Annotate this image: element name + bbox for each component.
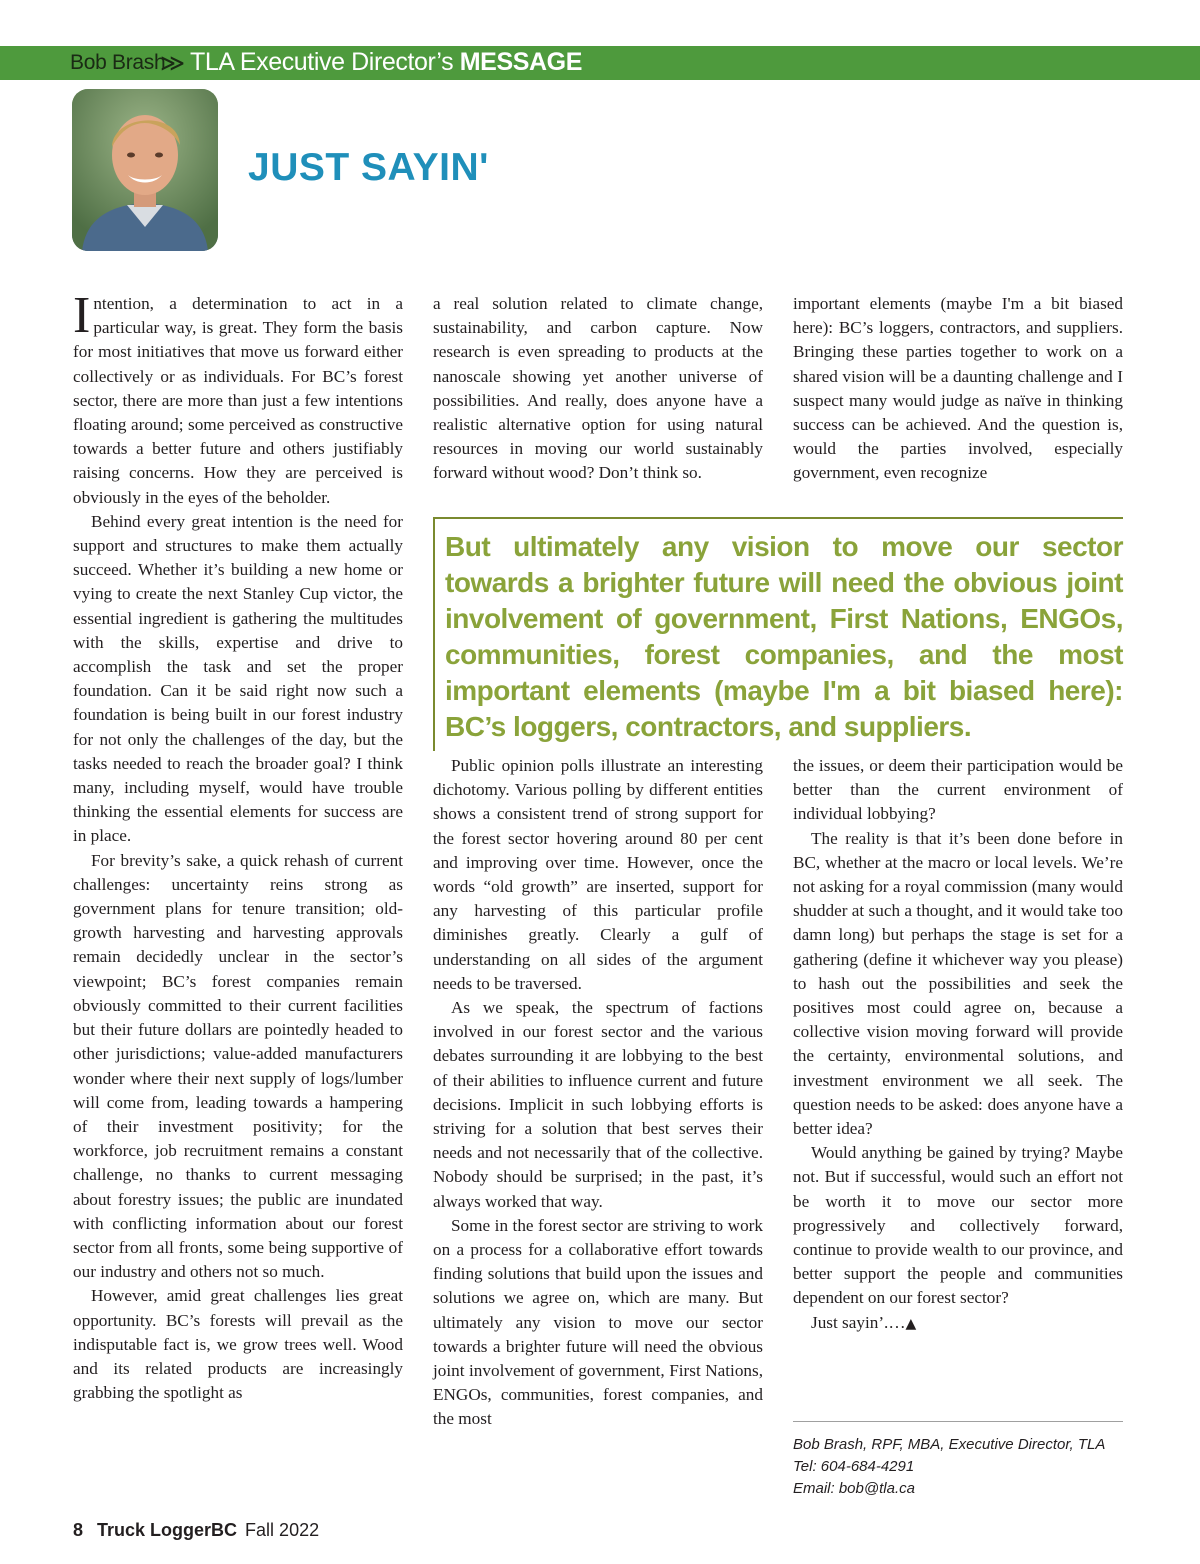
paragraph: a real solution related to climate change, sustainability, and carbon capture. Now research is even spreading to products at the nanoscale showing yet another universe of possibilities. And really, does anyone have a realistic alternative option for using natural resources in moving our world sustainably forward without wood? Don’t think so.	[433, 294, 763, 483]
signature-email: Email: bob@tla.ca	[793, 1480, 915, 1497]
pull-quote	[433, 517, 1123, 751]
section-header-bar	[0, 46, 1200, 80]
issue-label: Fall 2022	[245, 1520, 320, 1540]
paragraph: However, amid great challenges lies great opportunity. BC’s forests will prevail as the indisputable fact is, we grow trees well. Wood and its related products are increasingly grabbing the spotlight as	[73, 1286, 403, 1403]
author-signature	[793, 1421, 1123, 1500]
signature-phone: Tel: 604-684-4291	[793, 1458, 915, 1475]
paragraph: Behind every great intention is the need for support and structures to make them actually succeed. Whether it’s building a new home or vying to create the next Stanley Cup victor, the essential ingredient is gathering the multitudes with the skills, expertise and drive to accomplish the task and set the proper foundation. Can it be said right now such a foundation is being built in our forest industry for not only the challenges of the day, but the tasks needed to reach the broader goal? I think many, including myself, would have trouble thinking the essential elements for success are in place.	[73, 511, 403, 846]
closing-line: Just sayin’.…	[811, 1312, 906, 1332]
column-1	[73, 287, 403, 1405]
paragraph: the issues, or deem their participation would be better than the current environment of individual lobbying?	[793, 756, 1123, 824]
drop-cap: I	[73, 287, 91, 344]
tree-icon: ▲	[905, 1315, 917, 1332]
column-3-top	[793, 292, 1123, 486]
page-footer	[73, 1520, 319, 1541]
column-2-bottom	[433, 754, 763, 1432]
section-title-plain: TLA Executive Director’s	[190, 48, 460, 76]
paragraph: Some in the forest sector are striving to work on a process for a collaborative effort towards finding solutions that build upon the issues and solutions we agree on, which are many. But ultimately any vision to move our sector towards a brighter future will need the obvious joint involvement of government, First Nations, ENGOs, communities, forest companies, and the most	[433, 1215, 763, 1429]
paragraph-text: ntention, a determination to act in a particular way, is great. They form the basis for most initiatives that move us forward either collectively or as individuals. For BC’s forest sector, there are more than just a few intentions floating around; some perceived as constructive towards a better future and others justifiably raising concerns. How they are perceived is obviously in the eyes of the beholder.	[73, 294, 403, 507]
paragraph: Would anything be gained by trying? Maybe not. But if successful, would such an effort not be worth it to move our sector more progressively and collectively forward, continue to provide wealth to our province, and better support the people and communities dependent on our forest sector?	[793, 1143, 1123, 1308]
paragraph	[793, 1311, 1123, 1336]
double-chevron-right-icon: ≫	[160, 49, 186, 77]
page-number: 8	[73, 1520, 84, 1540]
paragraph: The reality is that it’s been done before in BC, whether at the macro or local levels. We’re not asking for a royal commission (many would shudder at such a thought, and it would take too damn long) but perhaps the stage is set for a gathering (define it whichever way you please) to hash out the possibilities and seek the positives most could agree on, because a collective vision moving forward will provide the certainty, environmental solutions, and investment environment we all seek. The question needs to be asked: does anyone have a better idea?	[793, 828, 1123, 1139]
column-3-bottom	[793, 754, 1123, 1336]
paragraph: As we speak, the spectrum of factions involved in our forest sector and the various debates surrounding it are lobbying to the best of their abilities to influence current and future decisions. Implicit in such lobbying efforts is striving for a solution that best serves their needs and not necessarily that of the collective. Nobody should be surprised; in the past, it’s always worked that way.	[433, 998, 763, 1211]
paragraph: Public opinion polls illustrate an interesting dichotomy. Various polling by different entities shows a consistent trend of strong support for the forest sector hovering around 80 per cent and improving over time. However, once the words “old growth” are inserted, support for any harvesting of this particular profile diminishes greatly. Clearly a gulf of understanding on all sides of the argument needs to be traversed.	[433, 756, 763, 993]
pull-quote-text: But ultimately any vision to move our sector towards a brighter future will need the obvious joint involvement of government, First Nations, ENGOs, communities, forest companies, and the most important elements (maybe I'm a bit biased here): BC’s loggers, contractors, and suppliers.	[445, 531, 1123, 742]
section-title-bold: MESSAGE	[459, 48, 582, 76]
column-2-top	[433, 292, 763, 486]
paragraph: important elements (maybe I'm a bit biased here): BC’s loggers, contractors, and suppliers. Bringing these parties together to work on a shared vision will be a daunting challenge and I suspect many would judge as naïve in thinking success can be achieved. And the question is, would the parties involved, especially government, even recognize	[793, 294, 1123, 483]
author-portrait	[72, 89, 218, 251]
signature-name: Bob Brash, RPF, MBA, Executive Director, TLA	[793, 1436, 1106, 1453]
portrait-illustration	[72, 89, 218, 251]
author-byline: Bob Brash	[70, 51, 166, 74]
section-title	[190, 48, 582, 77]
magazine-name: Truck LoggerBC	[97, 1520, 238, 1540]
paragraph: For brevity’s sake, a quick rehash of current challenges: uncertainty reins strong as government plans for tenure transition; old-growth harvesting and harvesting approvals remain decidedly unclear in the sector’s viewpoint; BC’s forest companies remain obviously committed to their current facilities but their future dollars are pointedly headed to other jurisdictions; value-added manufacturers wonder where their next supply of logs/lumber will come from, leading towards a hampering of their investment positivity; for the workforce, job recruitment remains a constant challenge, no thanks to current messaging about forestry issues; the public are inundated with conflicting information about our forest sector from all fronts, some being supportive of our industry and others not so much.	[73, 850, 403, 1282]
article-title: JUST SAYIN'	[248, 146, 489, 189]
paragraph	[73, 287, 403, 510]
